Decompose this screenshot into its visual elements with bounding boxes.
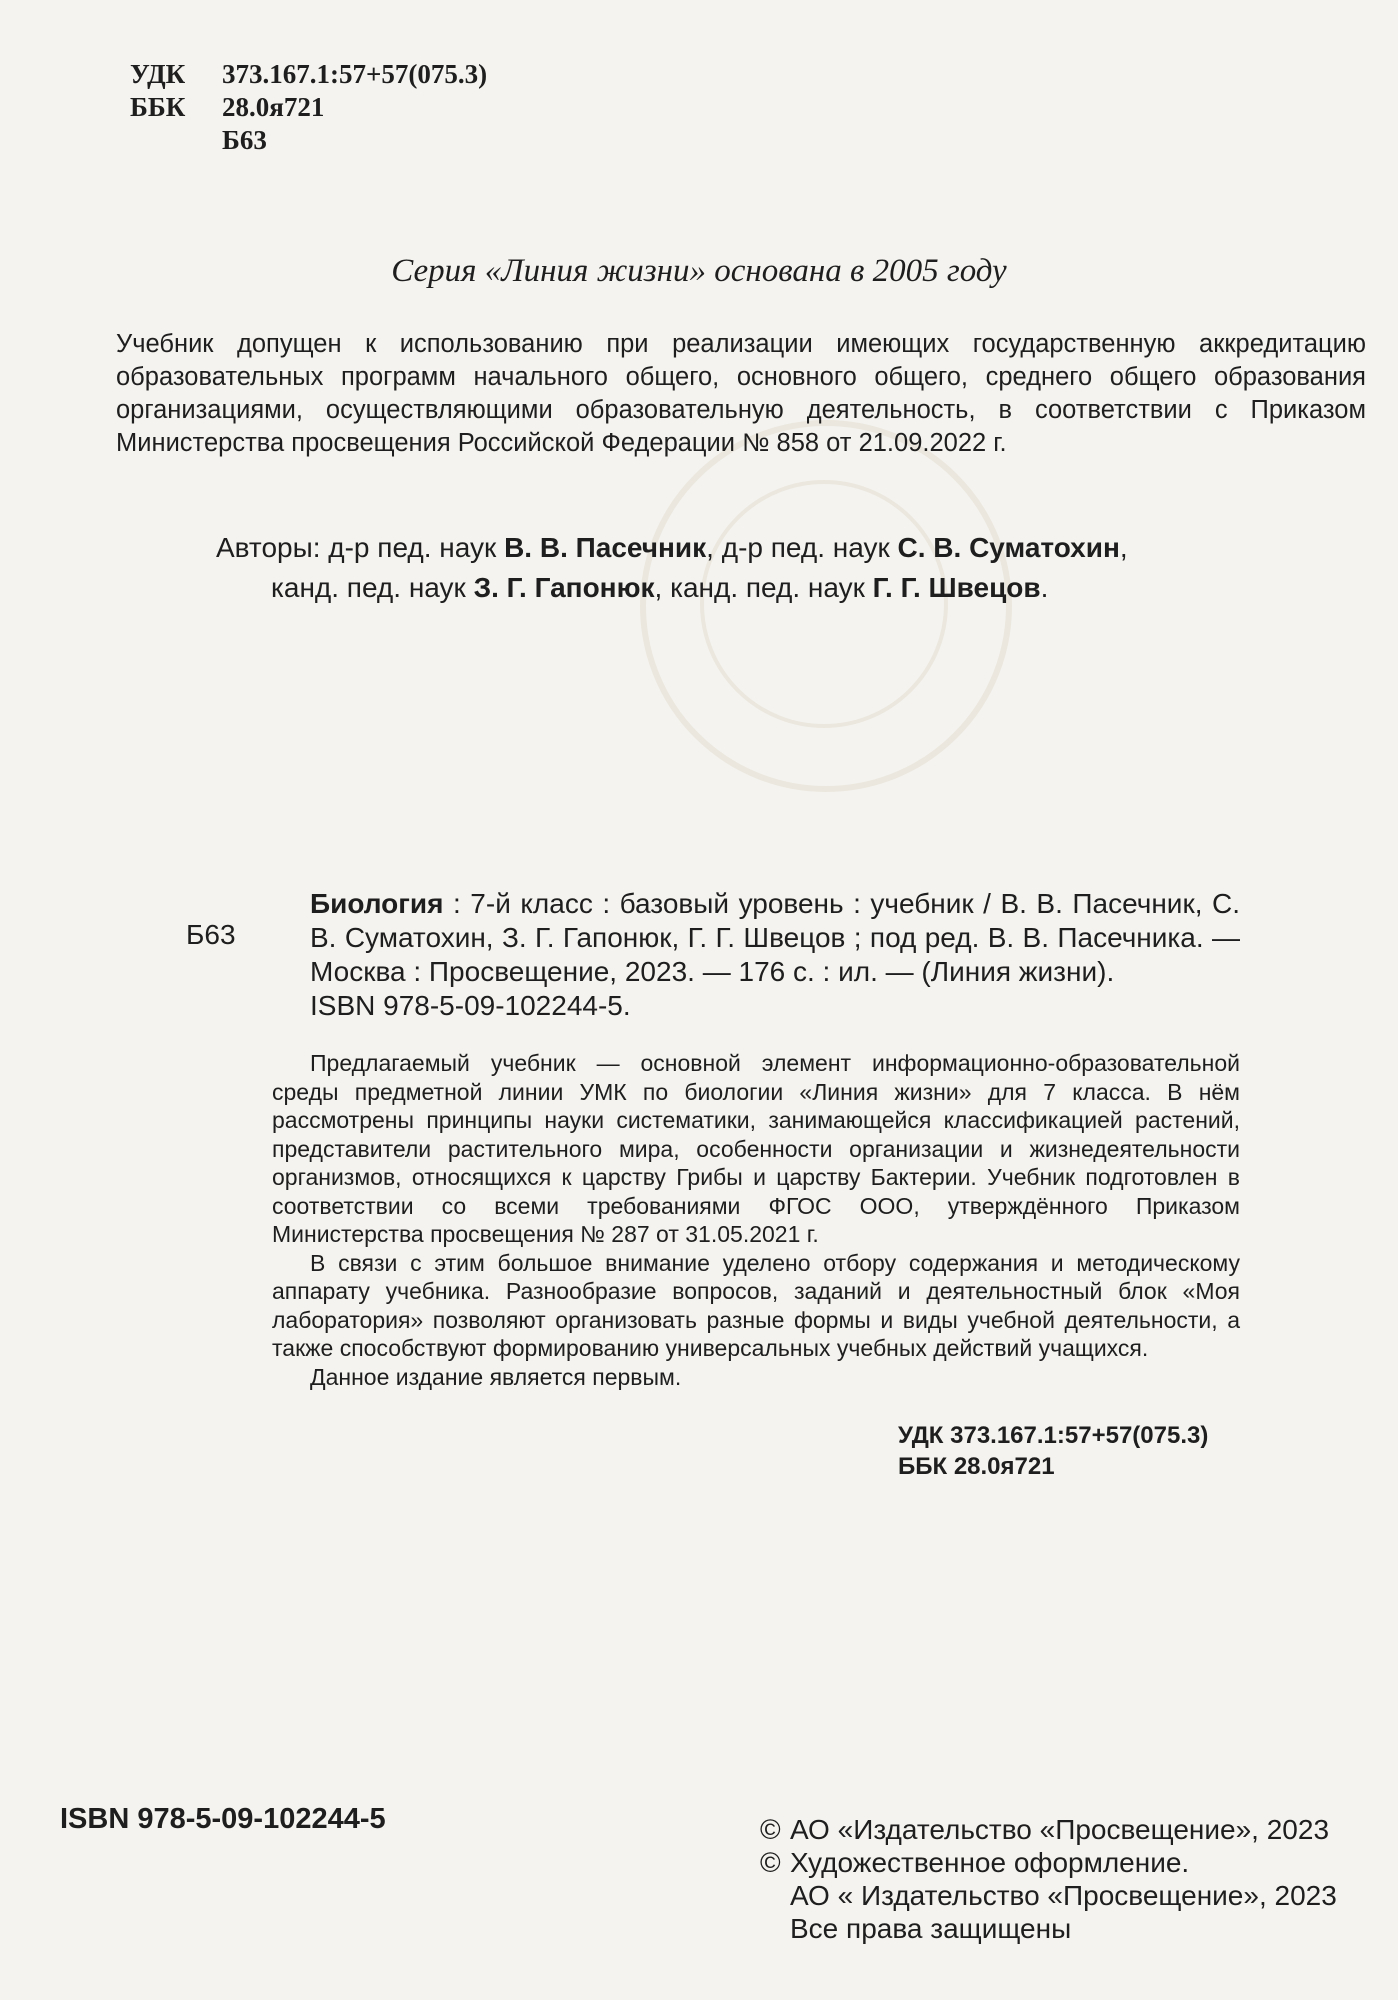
copyright-line-1: [760, 1813, 1337, 1846]
bbk-row: [130, 91, 487, 124]
bbk-label: ББК: [130, 92, 186, 122]
record-udk: УДК 373.167.1:57+57(075.3): [898, 1422, 1209, 1449]
authors-sep-3: , канд. пед. наук: [654, 572, 873, 603]
record-bbk: ББК 28.0я721: [898, 1453, 1055, 1480]
copyright-line-2: [760, 1846, 1337, 1879]
udk-row: [130, 58, 487, 91]
authors-line-2: [216, 568, 1316, 608]
udk-value: 373.167.1:57+57(075.3): [222, 59, 488, 89]
authors-sep-2: ,: [1119, 532, 1128, 563]
annotation-paragraph-1: Предлагаемый учебник — основной элемент информационно-образовательной среды предметной линии УМК по биологии «Линия жизни» для 7 класса. В нём рассмотрены принципы науки систематики, занимающейся классификацией растений, представители растительного мира, особенности организации и жизнедеятельности организмов, относящихся к царству Грибы и царству Бактерии. Учебник подготовлен в соответствии со всеми требованиями ФГОС ООО, утверждённого Приказом Министерства просвещения № 287 от 31.05.2021 г.: [272, 1050, 1240, 1247]
bbk-value: 28.0я721: [222, 92, 325, 122]
copyright-line-3: АО « Издательство «Просвещение», 2023: [790, 1880, 1337, 1911]
author-sign-row: [130, 124, 487, 157]
copyright-symbol-2: ©: [760, 1847, 781, 1878]
approval-paragraph: Учебник допущен к использованию при реализации имеющих государственную аккредитацию образовательных программ начального общего, основного общего, среднего общего образования организациями, осуществляющими образовательную деятельность, в соответствии с Приказом Министерства просвещения Российской Федерации № 858 от 21.09.2022 г.: [116, 330, 1366, 457]
author-shvetsov: Г. Г. Швецов: [872, 572, 1041, 603]
series-note: Серия «Линия жизни» основана в 2005 году: [391, 253, 1007, 289]
authors-line2-prefix: канд. пед. наук: [271, 572, 474, 603]
annotation-paragraph-3: Данное издание является первым.: [310, 1363, 682, 1390]
isbn-bottom: ISBN 978-5-09-102244-5: [60, 1803, 386, 1835]
copyright-symbol: ©: [760, 1814, 781, 1845]
record-codes: [898, 1420, 1208, 1482]
record-description: [310, 887, 1240, 989]
authors-line-1: [216, 528, 1316, 568]
authors-prefix: Авторы: д-р пед. наук: [216, 532, 505, 563]
udk-label: УДК: [130, 59, 186, 89]
annotation-paragraph-2: В связи с этим большое внимание уделено отбору содержания и методическому аппарату учебника. Разнообразие вопросов, заданий и деятельностный блок «Моя лаборатория» позволяют организовать разные формы и виды учебной деятельности, а также способствуют формированию универсальных учебных действий учащихся.: [272, 1249, 1240, 1361]
authors-end: .: [1040, 572, 1049, 603]
bibliographic-record: [310, 887, 1240, 1023]
author-gaponyuk: З. Г. Гапонюк: [473, 572, 655, 603]
classification-block: [130, 58, 487, 157]
record-title: Биология: [310, 888, 444, 919]
record-details: : 7-й класс : базовый уровень : учебник / В. В. Пасечник, С. В. Суматохин, З. Г. Гапонюк, Г. Г. Швецов ; под ред. В. В. Пасечника. — Москва : Просвещение, 2023. — 176 с. : ил. — (Линия жизни).: [310, 888, 1240, 987]
copyright-publisher: АО «Издательство «Просвещение», 2023: [790, 1814, 1330, 1845]
annotation: [272, 1049, 1240, 1391]
author-sumatokhin: С. В. Суматохин: [897, 532, 1120, 563]
copyright-block: [760, 1813, 1337, 1945]
record-sign: Б63: [186, 919, 236, 950]
record-isbn: ISBN 978-5-09-102244-5.: [310, 990, 631, 1021]
author-sign: Б63: [222, 125, 267, 155]
copyright-artwork: Художественное оформление.: [790, 1847, 1190, 1878]
copyright-line-4: Все права защищены: [790, 1913, 1072, 1944]
author-pasechnik: В. В. Пасечник: [504, 532, 707, 563]
authors-block: [216, 528, 1316, 608]
authors-sep-1: , д-р пед. наук: [706, 532, 898, 563]
